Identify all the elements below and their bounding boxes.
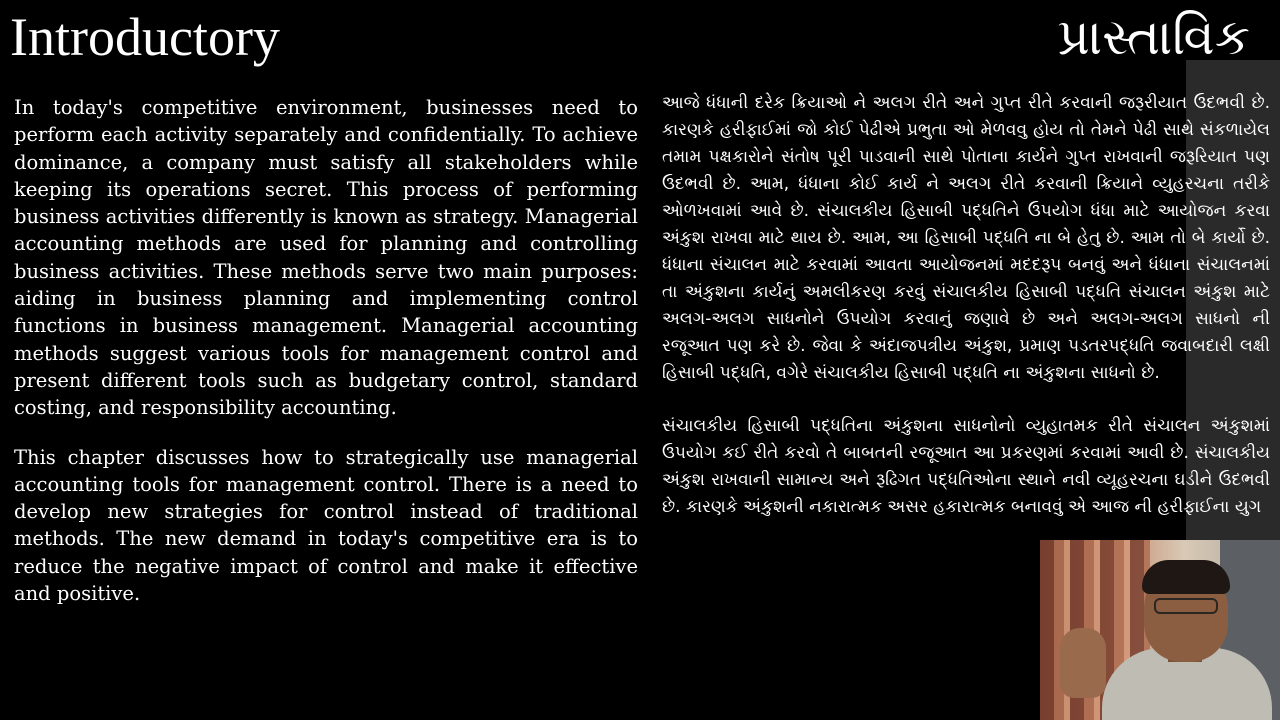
gujarati-paragraph-2: સંચાલકીય હિસાબી પદ્ધતિના અંકુશના સાધનોનો વ્યુહાતમક રીતે સંચાલન અંકુશમાં ઉપયોગ કઈ રીતે કરવો તે બાબતની રજૂઆત આ પ્રકરણમાં કરવામાં આવી છે. સંચાલકીય અંકુશ રાખવાની સામાન્ય અને રૂઢિગત પદ્ધતિઓના સ્થાને નવી વ્યૂહરચના ઘડીને ઉદભવી છે. કારણકે અંકુશની નકારાત્મક અસર હકારાત્મક બનાવવું એ આજ ની હરીફાઈના યુગ <box>662 416 1270 517</box>
presenter-hair <box>1142 560 1230 594</box>
slide-title-english: Introductory <box>10 7 280 67</box>
presenter-webcam-overlay <box>1040 540 1280 720</box>
presenter-hand <box>1060 628 1106 698</box>
english-paragraph-2: This chapter discusses how to strategically use managerial accounting tools for management control. There is a need to develop new strategies for control instead of traditional methods. The new demand in today's competitive era is to reduce the negative impact of control and make it effective and positive. <box>14 445 638 606</box>
gujarati-text-column <box>662 90 1270 521</box>
english-text-column <box>14 94 638 607</box>
gujarati-paragraph-1: આજે ધંધાની દરેક ક્રિયાઓ ને અલગ રીતે અને ગુપ્ત રીતે કરવાની જરૂરીયાત ઉદભવી છે. કારણકે હરીફાઈમાં જો કોઈ પેઢીએ પ્રભુતા ઓ મેળવવુ હોય તો તેમને પેઢી સાથે સંકળાયેલ તમામ પક્ષકારોને સંતોષ પૂરી પાડવાની સાથે પોતાના કાર્યને ગુપ્ત રાખવાની જરૂરિયાત પણ ઉદભવી છે. આમ, ધંધાના કોઈ કાર્ય ને અલગ રીતે કરવાની ક્રિયાને વ્યુહરચના તરીકે ઓળખવામાં આવે છે. સંચાલકીય હિસાબી પદ્ધતિને ઉપયોગ ધંધા માટે આયોજન કરવા અંકુશ રાખવા માટે થાય છે. આમ, આ હિસાબી પદ્ધતિ ના બે હેતુ છે. આમ તો બે કાર્યો છે. ધંધાના સંચાલન માટે કરવામાં આવતા આયોજનમાં મદદરૂપ બનવું અને ધંધાના સંચાલનમાં તા અંકુશના કાર્યનું અમલીકરણ કરવું સંચાલકીય હિસાબી પદ્ધતિ સંચાલન અંકુશ માટે અલગ-અલગ સાધનોને ઉપયોગ કરવાનું જણાવે છે અને અલગ-અલગ સાધનો ની રજૂઆત પણ કરે છે. જેવા કે અંદાજપત્રીય અંકુશ, પ્રમાણ પડતરપદ્ધતિ જવાબદારી લક્ષી હિસાબી પદ્ધતિ, વગેરે સંચાલકીય હિસાબી પદ્ધતિ ના અંકુશના સાધનો છે. <box>662 93 1270 383</box>
english-paragraph-1: In today's competitive environment, businesses need to perform each activity separately and confidentially. To achieve dominance, a company must satisfy all stakeholders while keeping its operations secret. This process of performing business activities differently is known as strategy. Managerial accounting methods are used for planning and controlling business activities. These methods serve two main purposes: aiding in business planning and implementing control functions in business management. Managerial accounting methods suggest various tools for management control and present different tools such as budgetary control, standard costing, and responsibility accounting. <box>14 96 638 420</box>
slide-title-gujarati: પ્રાસ્તાવિક <box>1057 8 1250 66</box>
glasses-icon <box>1154 598 1218 614</box>
